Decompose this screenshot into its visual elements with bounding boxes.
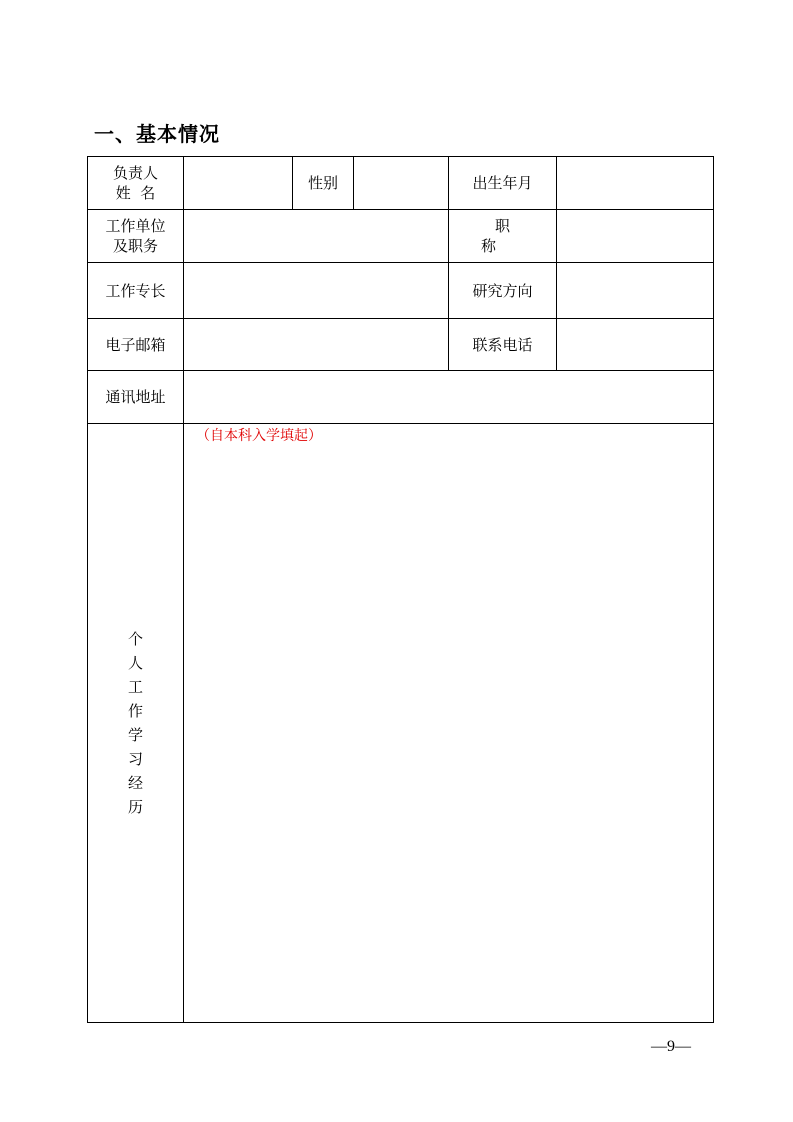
specialty-label: 工作专长 [88,263,184,319]
birth-label: 出生年月 [449,157,557,210]
unit-label: 工作单位 及职务 [88,210,184,263]
history-note: （自本科入学填起） [196,428,322,444]
email-field[interactable] [184,319,449,371]
address-label: 通讯地址 [88,371,184,424]
phone-label: 联系电话 [449,319,557,371]
gender-label: 性别 [293,157,354,210]
title-label: 职称 [449,210,557,263]
research-field[interactable] [557,263,714,319]
gender-field[interactable] [354,157,449,210]
birth-field[interactable] [557,157,714,210]
phone-field[interactable] [557,319,714,371]
basic-info-table [87,156,714,1023]
email-label: 电子邮箱 [88,319,184,371]
name-field[interactable] [184,157,293,210]
specialty-field[interactable] [184,263,449,319]
page-number: —9— [651,1038,691,1055]
unit-field[interactable] [184,210,449,263]
section-title: 一、基本情况 [94,122,220,146]
history-field[interactable] [184,424,714,1023]
address-field[interactable] [184,371,714,424]
title-field[interactable] [557,210,714,263]
history-label: 个 人 工 作 学 习 经 历 [88,424,184,1023]
name-label: 负责人 姓 名 [88,157,184,210]
research-label: 研究方向 [449,263,557,319]
